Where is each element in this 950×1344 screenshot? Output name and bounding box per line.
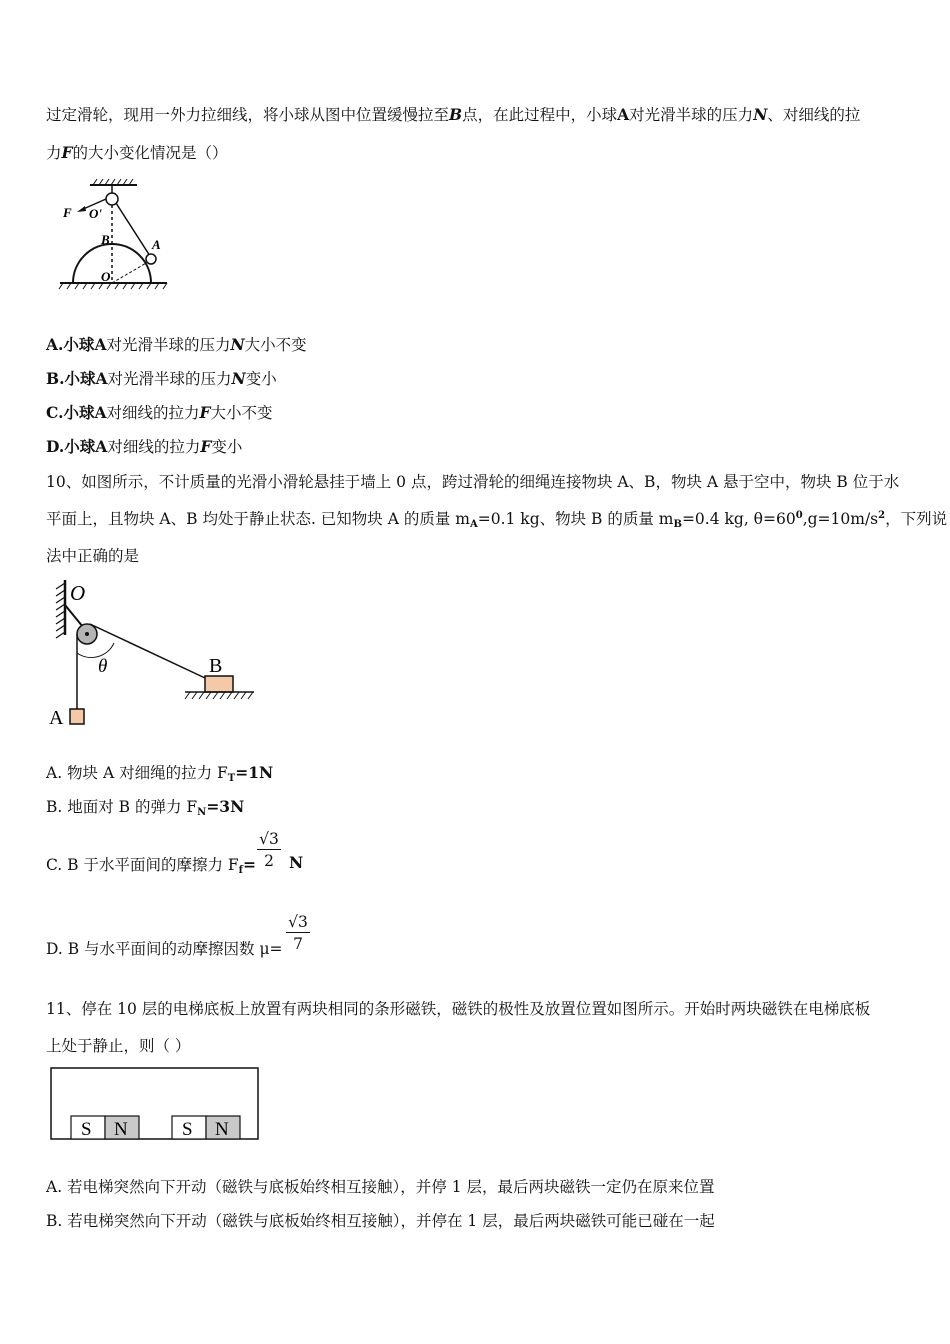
q10-option-d-fraction [286, 913, 310, 953]
q11-option-a[interactable]: A. 若电梯突然向下开动（磁铁与底板始终相互接触），并停 1 层，最后两块磁铁一定仍在原来位置 [46, 1178, 715, 1196]
q9-fig-label-B: B [101, 232, 110, 247]
magnet-2-s-label: S [182, 1119, 193, 1140]
q9-option-b[interactable]: B.小球A对光滑半球的压力N变小 [46, 369, 277, 388]
q11-option-b[interactable]: B. 若电梯突然向下开动（磁铁与底板始终相互接触），并停在 1 层，最后两块磁铁可能已碰在一起 [46, 1212, 715, 1230]
magnet-1-s-label: S [81, 1119, 92, 1140]
q10-option-c-unit: N [289, 853, 304, 872]
q10-stem-line1: 10、如图所示，不计质量的光滑小滑轮悬挂于墙上 0 点，跨过滑轮的细绳连接物块 A、B，物块 A 悬于空中，物块 B 位于水 [46, 473, 900, 491]
fraction-denominator: 7 [293, 935, 303, 953]
q9-fig-label-O: O [101, 269, 111, 284]
q9-option-c[interactable]: C.小球A对细线的拉力F大小不变 [46, 403, 273, 422]
q10-option-a[interactable]: A. 物块 A 对细绳的拉力 $F_T=1N$ [46, 763, 274, 784]
q10-option-c-fraction [257, 830, 281, 870]
q10-fig-label-O: O [70, 581, 86, 605]
fraction-numerator: √3 [259, 830, 279, 848]
q10-stem-line2: 平面上，且物块 A、B 均处于静止状态. 已知物块 A 的质量 $m_A=0.1$ kg、物块 B 的质量 $m_B=0.4$ kg, $\theta=60^0,g=10m/s^2$，下列说 [46, 510, 948, 530]
q9-figure [55, 178, 175, 298]
q9-fig-label-O-prime: O' [89, 206, 102, 221]
q10-fig-label-A: A [49, 707, 64, 729]
q10-stem-line3: 法中正确的是 [46, 547, 140, 565]
fraction-numerator: √3 [288, 913, 308, 931]
q11-stem-line1: 11、停在 10 层的电梯底板上放置有两块相同的条形磁铁，磁铁的极性及放置位置如图所示。开始时两块磁铁在电梯底板 [46, 1000, 871, 1018]
q11-figure [49, 1066, 261, 1142]
q9-fig-label-F: F [63, 205, 72, 220]
q9-fig-label-A: A [152, 237, 161, 252]
q10-fig-label-B: B [209, 655, 223, 677]
q11-stem-line2: 上处于静止，则（ ） [46, 1037, 191, 1055]
fraction-denominator: 2 [264, 852, 274, 870]
magnet-1-n-label: N [114, 1119, 128, 1140]
q9-option-a[interactable]: A.小球A对光滑半球的压力N大小不变 [46, 335, 307, 354]
q9-stem-line1: 过定滑轮，现用一外力拉细线，将小球从图中位置缓慢拉至B点，在此过程中，小球A对光滑半球的压力N、对细线的拉 [46, 105, 861, 124]
q10-option-d[interactable]: D. B 与水平面间的动摩擦因数 μ= [46, 940, 283, 958]
q10-option-c[interactable]: C. B 于水平面间的摩擦力 $F_f=$ [46, 855, 256, 876]
q9-stem-line2: 力F的大小变化情况是（） [46, 143, 228, 162]
q10-figure [40, 575, 265, 730]
q10-option-b[interactable]: B. 地面对 B 的弹力 $F_N=3N$ [46, 797, 245, 818]
q10-fig-label-theta: θ [98, 656, 108, 677]
q9-option-d[interactable]: D.小球A对细线的拉力F变小 [46, 437, 243, 456]
magnet-2-n-label: N [215, 1119, 229, 1140]
